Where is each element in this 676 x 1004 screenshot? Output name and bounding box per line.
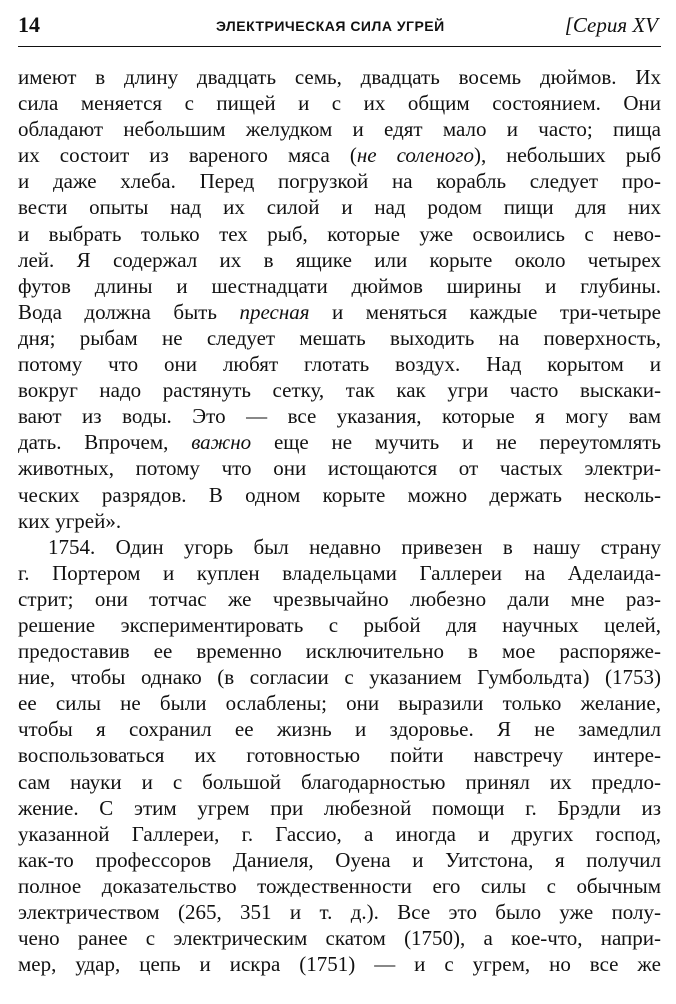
text-line: чено ранее с электрическим скатом (1750), а кое-что, напри- [18, 926, 661, 951]
page-header [18, 12, 658, 40]
header-rule [18, 46, 661, 47]
text-line: жение. С этим угрем при любезной помощи г. Брэдли из [18, 795, 661, 820]
text-line: вокруг надо растянуть сетку, так как угри часто выскаки- [18, 378, 661, 403]
text-line: мер, удар, цепь и искра (1751) — и с угрем, но все же [18, 952, 661, 977]
text-line: ких угрей». [18, 508, 122, 533]
page-number: 14 [18, 12, 40, 37]
text-line: вают из воды. Это — все указания, которые я могу вам [18, 404, 661, 429]
text-line: ние, чтобы однако (в согласии с указанием Гумбольдта) (1753) [18, 665, 661, 690]
text-line: их состоит из вареного мяса (не соленого), небольших рыб [18, 143, 661, 168]
text-line: решение экспериментировать с рыбой для научных целей, [18, 612, 661, 637]
text-line: лей. Я содержал их в ящике или корыте около четырех [18, 247, 661, 272]
text-line: имеют в длину двадцать семь, двадцать восемь дюймов. Их [18, 65, 661, 89]
text-line: и даже хлеба. Перед погрузкой на корабль следует про- [18, 169, 661, 194]
text-line: Вода должна быть пресная и меняться каждые три-четыре [18, 299, 661, 324]
text-line: дня; рыбам не следует мешать выходить на поверхность, [18, 325, 661, 350]
text-line: указанной Галлереи, г. Гассио, а иногда и других господ, [18, 821, 661, 846]
text-line: стрит; они тотчас же чрезвычайно любезно дали мне раз- [18, 586, 661, 611]
emphasis: пресная [239, 299, 310, 324]
text-line: сам науки и с большой благодарностью принял их предло- [18, 769, 661, 794]
text-line: вести опыты над их силой и над родом пищи для них [18, 195, 661, 220]
emphasis: не соленого [356, 143, 474, 168]
text-line: воспользоваться их готовностью пойти навстречу интере- [18, 743, 661, 768]
emphasis: важно [191, 430, 252, 455]
page-body [18, 64, 661, 977]
text-line: и выбрать только тех рыб, которые уже освоились с нево- [18, 221, 661, 246]
text-line: 1754. Один угорь был недавно привезен в нашу страну [48, 534, 661, 559]
text-line: чтобы я сохранил ее жизнь и здоровье. Я не замедлил [18, 717, 661, 742]
text-line: обладают небольшим желудком и едят мало и часто; пища [18, 117, 661, 142]
text-line: дать. Впрочем, важно еще не мучить и не переутомлять [18, 430, 661, 455]
text-line: электричеством (265, 351 и т. д.). Все это было уже полу- [18, 900, 661, 924]
text-line: ее силы не были ослаблены; они выразили только желание, [18, 691, 661, 716]
text-line: потому что они любят глотать воздух. Над корытом и [18, 352, 661, 377]
running-title: ЭЛЕКТРИЧЕСКАЯ СИЛА УГРЕЙ [216, 18, 445, 34]
text-line: г. Портером и куплен владельцами Галлереи на Аделаида- [18, 560, 661, 585]
text-line: животных, потому что они истощаются от частых электри- [18, 456, 661, 481]
text-line: полное доказательство тождественности его силы с обычным [18, 873, 661, 898]
paragraph-1 [18, 64, 661, 534]
paragraph-2 [18, 534, 661, 978]
text-line: ческих разрядов. В одном корыте можно держать несколь- [18, 482, 661, 507]
text-line: как-то профессоров Даниеля, Оуена и Уитстона, я получил [18, 847, 661, 872]
text-line: футов длины и шестнадцати дюймов ширины и глубины. [18, 273, 661, 298]
series-label: [Серия XV [564, 13, 658, 37]
text-line: предоставив ее временно исключительно в мое распоряже- [18, 639, 661, 664]
text-line: сила меняется с пищей и с их общим состоянием. Они [18, 91, 661, 116]
